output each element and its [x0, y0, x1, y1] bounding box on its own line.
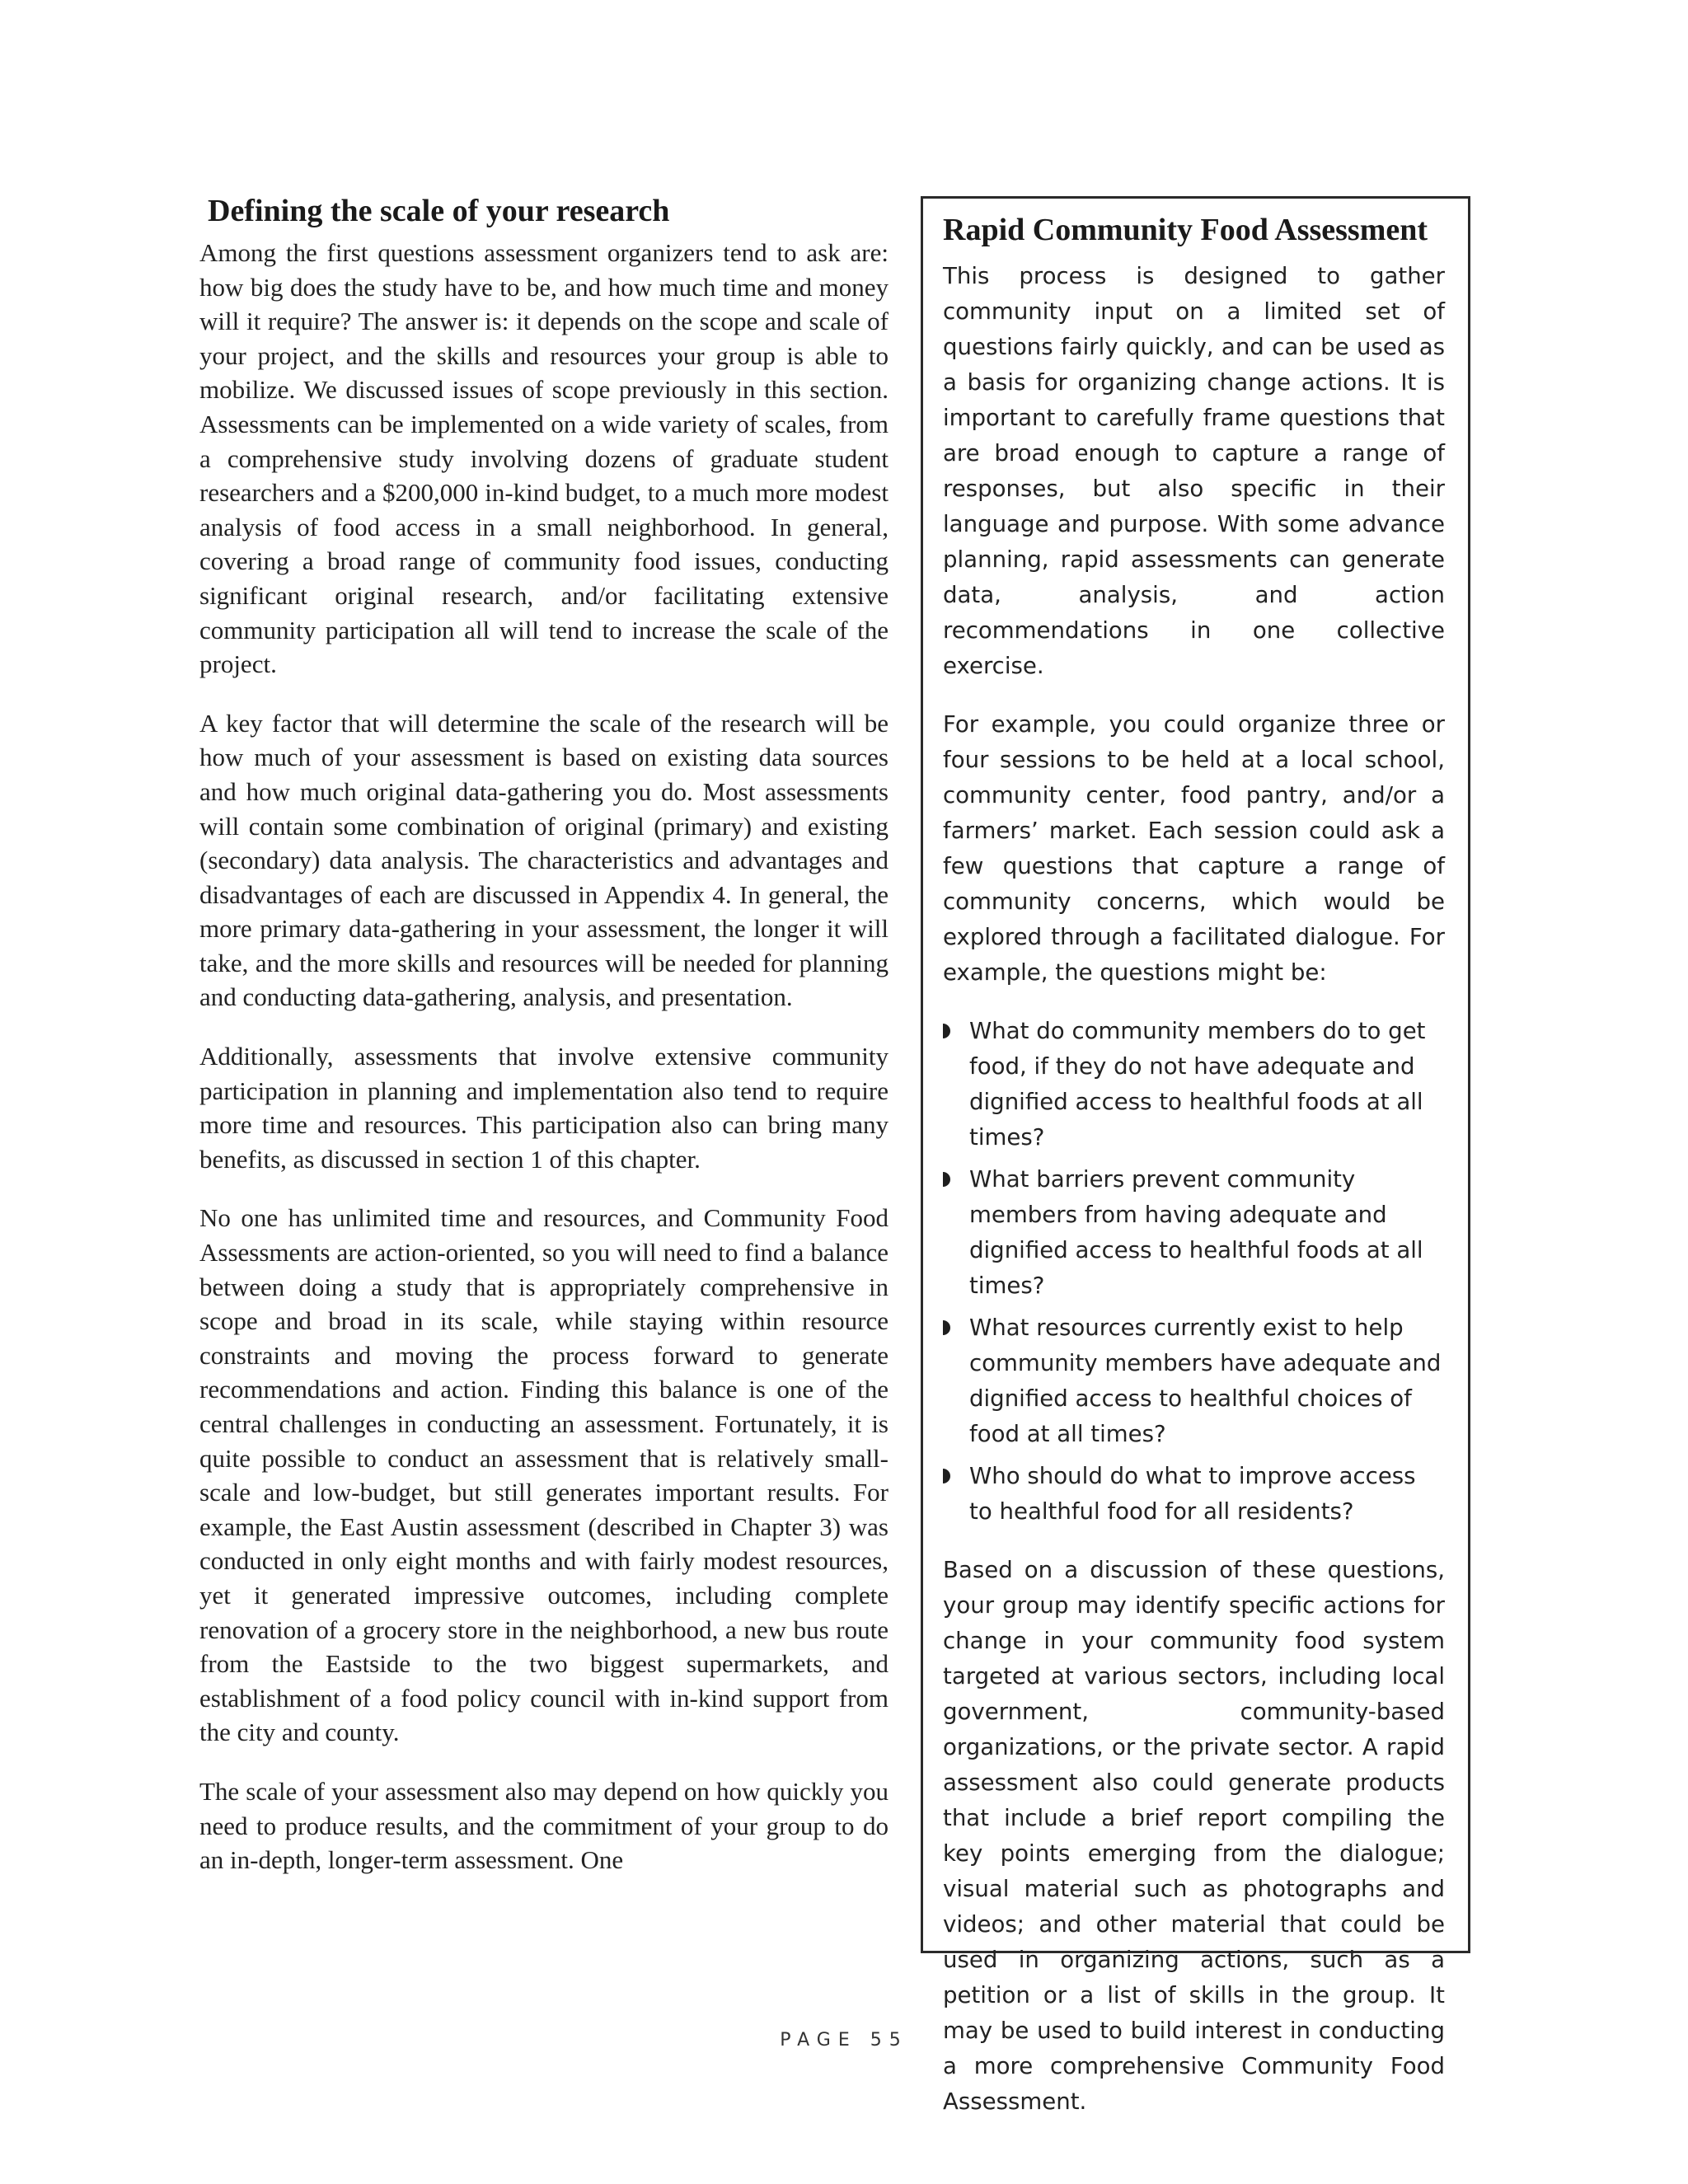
half-circle-bullet-icon — [943, 1320, 950, 1335]
main-column — [199, 191, 889, 1902]
question-text: What resources currently exist to help community members have adequate and dignified access to healthful choices of food at all times? — [969, 1314, 1442, 1447]
paragraph-timing: The scale of your assessment also may depend on how quickly you need to produce results, and the commitment of your group to do an in-depth, longer-term assessment. One — [199, 1776, 889, 1875]
question-text: What barriers prevent community members from having adequate and dignified access to healthful foods at all times? — [969, 1165, 1423, 1299]
list-item — [943, 1013, 1445, 1155]
question-text: Who should do what to improve access to healthful food for all residents? — [969, 1462, 1416, 1525]
half-circle-bullet-icon — [943, 1172, 950, 1187]
half-circle-bullet-icon — [943, 1469, 950, 1483]
section-heading: Defining the scale of your research — [208, 194, 670, 228]
list-item — [943, 1161, 1445, 1303]
sidebar-intro: This process is designed to gather community input on a limited set of questions fairly quickly, and can be used as a basis for organizing change actions. It is important to carefully frame questions that are broad enough to capture a range of responses, but also specific in their language and purpose. With some advance planning, rapid assessments can generate data, analysis, and action recommendations in one collective exercise. — [943, 262, 1445, 679]
paragraph-balance: No one has unlimited time and resources, and Community Food Assessments are action-oriented, so you will need to find a balance between doing a study that is appropriately comprehensive in scope and broad in its scale, while staying within resource constraints and moving the process forward to generate recommendations and action. Finding this balance is one of the central challenges in conducting an assessment. Fortunately, it is quite possible to conduct an assessment that is relatively small-scale and low-budget, but still generates important results. For example, the East Austin assessment (described in Chapter 3) was conducted in only eight months and with fairly modest resources, yet it generated impressive outcomes, including complete renovation of a grocery store in the neighborhood, a new bus route from the Eastside to the two biggest supermarkets, and establishment of a food policy council with in-kind support from the city and county. — [199, 1203, 889, 1747]
list-item — [943, 1310, 1445, 1451]
sidebar-conclusion: Based on a discussion of these questions, your group may identify specific actions for change in your community food system targeted at various sectors, including local government, community-based organizations, or the private sector. A rapid assessment also could generate products that include a brief report compiling the key points emerging from the dialogue; visual material such as photographs and videos; and other material that could be used in organizing actions, such as a petition or a list of skills in the group. It may be used to build interest in conducting a more comprehensive Community Food Assessment. — [943, 1556, 1445, 2115]
half-circle-bullet-icon — [943, 1024, 950, 1038]
rapid-assessment-sidebar — [921, 196, 1470, 2115]
sidebar-example: For example, you could organize three or four sessions to be held at a local school, community center, food pantry, and/or a farmers’ market. Each session could ask a few questions that capture a range of community concerns, which would be explored through a facilitated dialogue. For example, the questions might be: — [943, 710, 1445, 986]
page-number: PAGE 55 — [780, 2030, 908, 2050]
question-list — [943, 1013, 1445, 1529]
sidebar-title: Rapid Community Food Assessment — [943, 213, 1428, 247]
paragraph-participation: Additionally, assessments that involve extensive community participation in planning and implementation also tend to require more time and resources. This participation also can bring many benefits, as discussed in section 1 of this chapter. — [199, 1042, 889, 1174]
paragraph-data-sources: A key factor that will determine the scale of the research will be how much of your assessment is based on existing data sources and how much original data-gathering you do. Most assessments will contain some combination of original (primary) and existing (secondary) data analysis. The characteristics and advantages and disadvantages of each are discussed in Appendix 4. In general, the more primary data-gathering in your assessment, the longer it will take, and the more skills and resources will be needed for planning and conducting data-gathering, analysis, and presentation. — [199, 708, 889, 1012]
paragraph-scope: Among the first questions assessment organizers tend to ask are: how big does the study have to be, and how much time and money will it require? The answer is: it depends on the scope and scale of your project, and the skills and resources your group is able to mobilize. We discussed issues of scope previously in this section. Assessments can be implemented on a wide variety of scales, from a comprehensive study involving dozens of graduate student researchers and a $200,000 in-kind budget, to a much more modest analysis of food access in a small neighborhood. In general, covering a broad range of community food issues, conducting significant original research, and/or facilitating extensive community participation all will tend to increase the scale of the project. — [199, 238, 889, 679]
question-text: What do community members do to get food, if they do not have adequate and dignified access to healthful foods at all times? — [969, 1017, 1426, 1151]
list-item — [943, 1458, 1445, 1529]
